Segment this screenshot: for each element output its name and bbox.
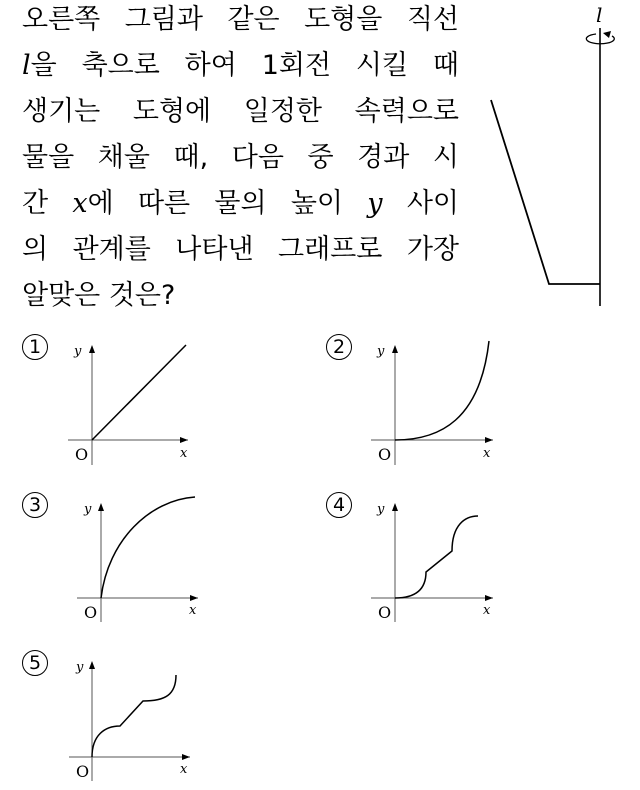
choice-3-curve xyxy=(101,497,195,598)
choice-1-curve xyxy=(92,345,186,440)
svg-text:x: x xyxy=(180,446,188,461)
choice-5-curve xyxy=(92,675,176,757)
choice-2-curve xyxy=(395,341,489,440)
choice-1-number[interactable]: 1 xyxy=(22,334,48,360)
question-line-5: 간 x에 따른 물의 높이 y 사이 xyxy=(22,188,460,219)
rotation-figure xyxy=(470,0,640,320)
svg-text:O: O xyxy=(76,762,90,781)
svg-text:y: y xyxy=(377,344,385,359)
svg-text:O: O xyxy=(75,445,89,464)
choice-2-graph[interactable] xyxy=(365,335,505,470)
choice-4-number[interactable]: 4 xyxy=(326,492,352,518)
choice-5-number[interactable]: 5 xyxy=(22,650,48,676)
svg-text:O: O xyxy=(378,603,392,622)
choice-1-graph[interactable] xyxy=(60,335,200,470)
question-line-3: 생기는 도형에 일정한 속력으로 xyxy=(22,96,459,127)
var-y: y xyxy=(367,188,383,219)
svg-text:x: x xyxy=(189,603,197,618)
svg-text:y: y xyxy=(84,502,92,517)
shape-outline xyxy=(491,100,600,284)
svg-text:O: O xyxy=(84,603,98,622)
svg-text:x: x xyxy=(180,762,188,777)
question-line-2: l을 축으로 하여 1회전 시킬 때 xyxy=(22,50,459,81)
var-l: l xyxy=(22,50,31,81)
svg-text:y: y xyxy=(74,344,82,359)
choice-5-graph[interactable] xyxy=(62,650,197,785)
svg-text:O: O xyxy=(378,445,392,464)
svg-text:x: x xyxy=(483,446,491,461)
choice-4-graph[interactable] xyxy=(365,492,505,627)
svg-text:x: x xyxy=(483,603,491,618)
question-line-7: 알맞은 것은? xyxy=(22,280,176,311)
question-line-4: 물을 채울 때, 다음 중 경과 시 xyxy=(22,142,459,173)
choice-3-number[interactable]: 3 xyxy=(22,492,48,518)
question-line-1: 오른쪽 그림과 같은 도형을 직선 xyxy=(22,4,459,35)
choice-4-curve xyxy=(395,516,478,598)
choice-3-graph[interactable] xyxy=(70,492,205,627)
svg-text:y: y xyxy=(377,502,385,517)
question-line-6: 의 관계를 나타낸 그래프로 가장 xyxy=(22,234,459,265)
svg-text:y: y xyxy=(76,660,84,675)
var-x: x xyxy=(72,188,88,219)
question-text xyxy=(22,0,459,322)
axis-label-l: l xyxy=(596,3,603,27)
choice-2-number[interactable]: 2 xyxy=(326,334,352,360)
